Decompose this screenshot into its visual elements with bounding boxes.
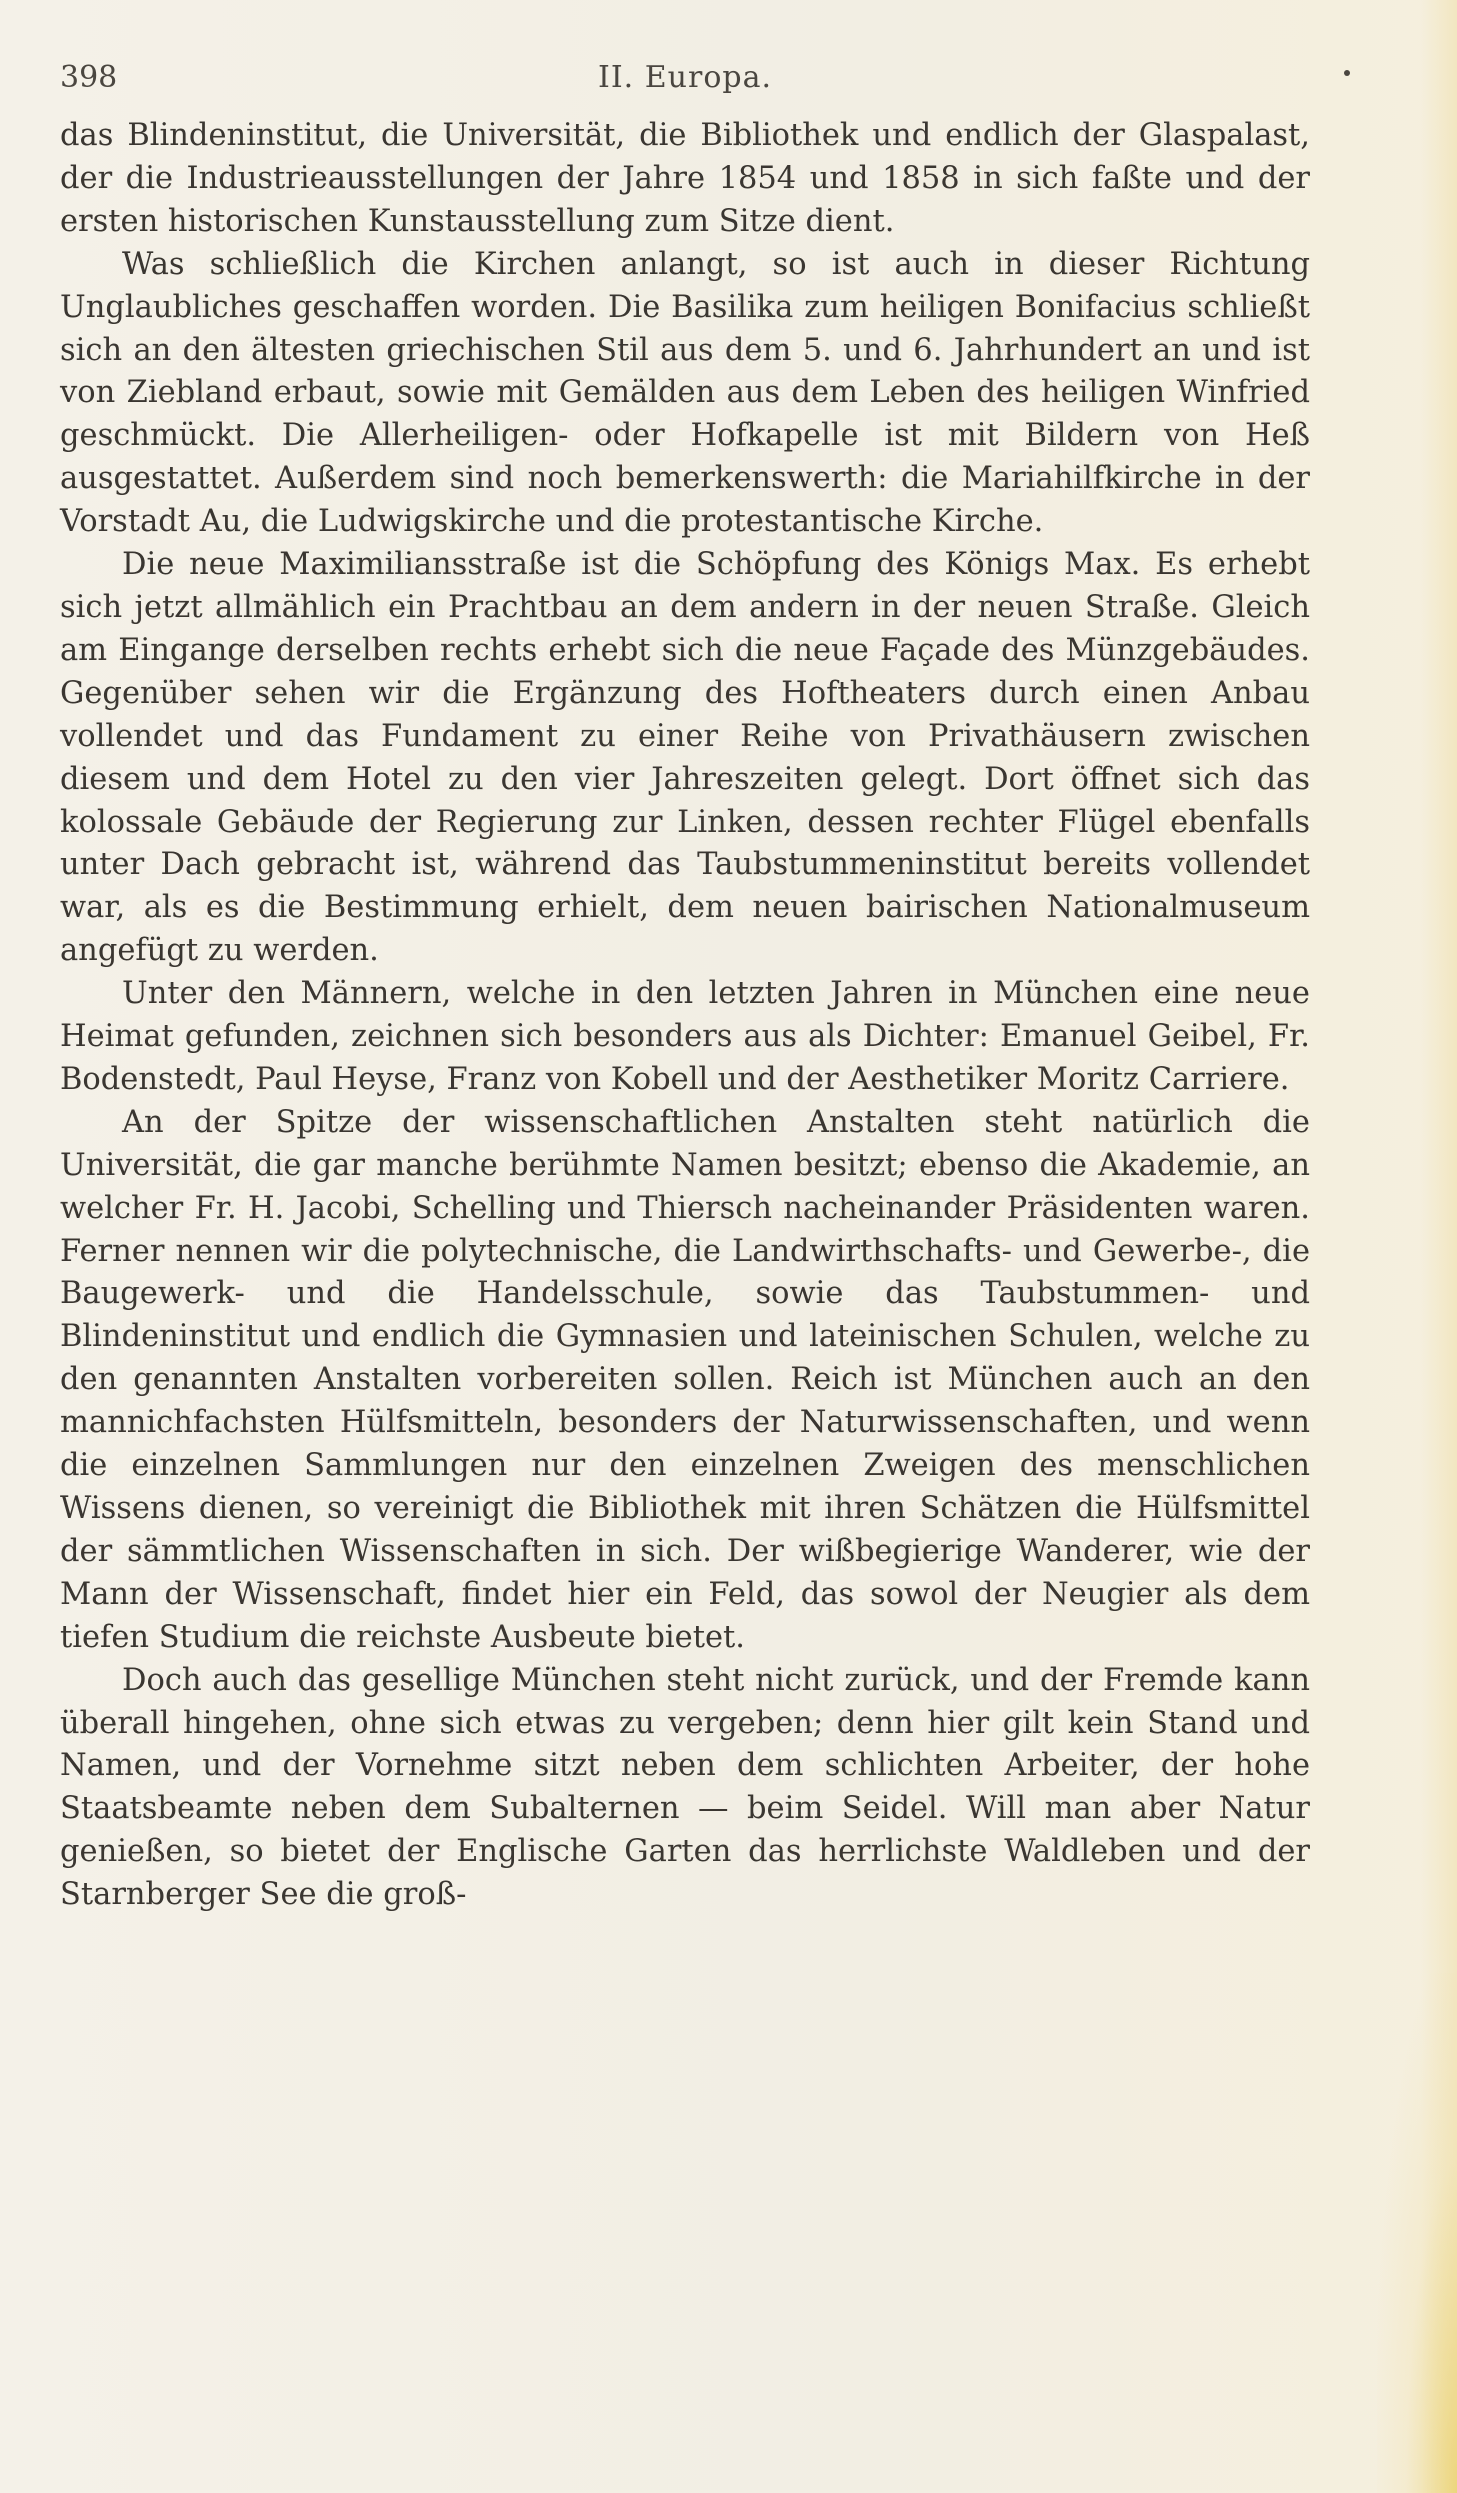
paragraph: Unter den Männern, welche in den letzten Jahren in München eine neue Heimat gefunden, zeichnen sich besonders aus als Dichter: Emanuel Geibel, Fr. Bodenstedt, Paul Heyse, Franz von Kobell und der Aesthetiker Moritz Carriere. bbox=[60, 976, 1310, 1097]
paragraph: Was schließlich die Kirchen anlangt, so ist auch in dieser Richtung Unglaubliches geschaffen worden. Die Basilika zum heiligen Bonifacius schließt sich an den ältesten griechischen Stil aus dem 5. und 6. Jahrhundert an und ist von Ziebland erbaut, sowie mit Gemälden aus dem Leben des heiligen Winfried geschmückt. Die Allerheiligen- oder Hofkapelle ist mit Bildern von Heß ausgestattet. Außerdem sind noch bemerkenswerth: die Mariahilfkirche in der Vorstadt Au, die Ludwigskirche und die protestantische Kirche. bbox=[60, 246, 1310, 540]
body-text bbox=[60, 115, 1310, 1917]
paragraph: An der Spitze der wissenschaftlichen Anstalten steht natürlich die Universität, die gar manche berühmte Namen besitzt; ebenso die Akademie, an welcher Fr. H. Jacobi, Schelling und Thiersch nacheinander Präsidenten waren. Ferner nennen wir die polytechnische, die Landwirthschafts- und Gewerbe-, die Baugewerk- und die Handelsschule, sowie das Taubstummen- und Blindeninstitut und endlich die Gymnasien und lateinischen Schulen, welche zu den genannten Anstalten vorbereiten sollen. Reich ist München auch an den mannichfachsten Hülfsmitteln, besonders der Naturwissenschaften, und wenn die einzelnen Sammlungen nur den einzelnen Zweigen des menschlichen Wissens dienen, so vereinigt die Bibliothek mit ihren Schätzen die Hülfsmittel der sämmtlichen Wissenschaften in sich. Der wißbegierige Wanderer, wie der Mann der Wissenschaft, findet hier ein Feld, das sowol der Neugier als dem tiefen Studium die reichste Ausbeute bietet. bbox=[60, 1104, 1310, 1655]
paragraph: das Blindeninstitut, die Universität, die Bibliothek und endlich der Glaspalast, der die Industrieausstellungen der Jahre 1854 und 1858 in sich faßte und der ersten historischen Kunstausstellung zum Sitze dient. bbox=[60, 118, 1310, 239]
ink-dot bbox=[1344, 70, 1350, 76]
page-header bbox=[60, 60, 1310, 100]
page-number: 398 bbox=[60, 60, 118, 95]
paragraph: Doch auch das gesellige München steht nicht zurück, und der Fremde kann überall hingehen, ohne sich etwas zu vergeben; denn hier gilt kein Stand und Namen, und der Vornehme sitzt neben dem schlichten Arbeiter, der hohe Staatsbeamte neben dem Subalternen — beim Seidel. Will man aber Natur genießen, so bietet der Englische Garten das herrlichste Waldleben und der Starnberger See die groß- bbox=[60, 1662, 1310, 1913]
paragraph: Die neue Maximiliansstraße ist die Schöpfung des Königs Max. Es erhebt sich jetzt allmählich ein Prachtbau an dem andern in der neuen Straße. Gleich am Eingange derselben rechts erhebt sich die neue Façade des Münzgebäudes. Gegenüber sehen wir die Ergänzung des Hoftheaters durch einen Anbau vollendet und das Fundament zu einer Reihe von Privathäusern zwischen diesem und dem Hotel zu den vier Jahreszeiten gelegt. Dort öffnet sich das kolossale Gebäude der Regierung zur Linken, dessen rechter Flügel ebenfalls unter Dach gebracht ist, während das Taubstummeninstitut bereits vollendet war, als es die Bestimmung erhielt, dem neuen bairischen Nationalmuseum angefügt zu werden. bbox=[60, 547, 1310, 969]
page-stain bbox=[1377, 1973, 1457, 2493]
running-head: II. Europa. bbox=[597, 60, 773, 95]
